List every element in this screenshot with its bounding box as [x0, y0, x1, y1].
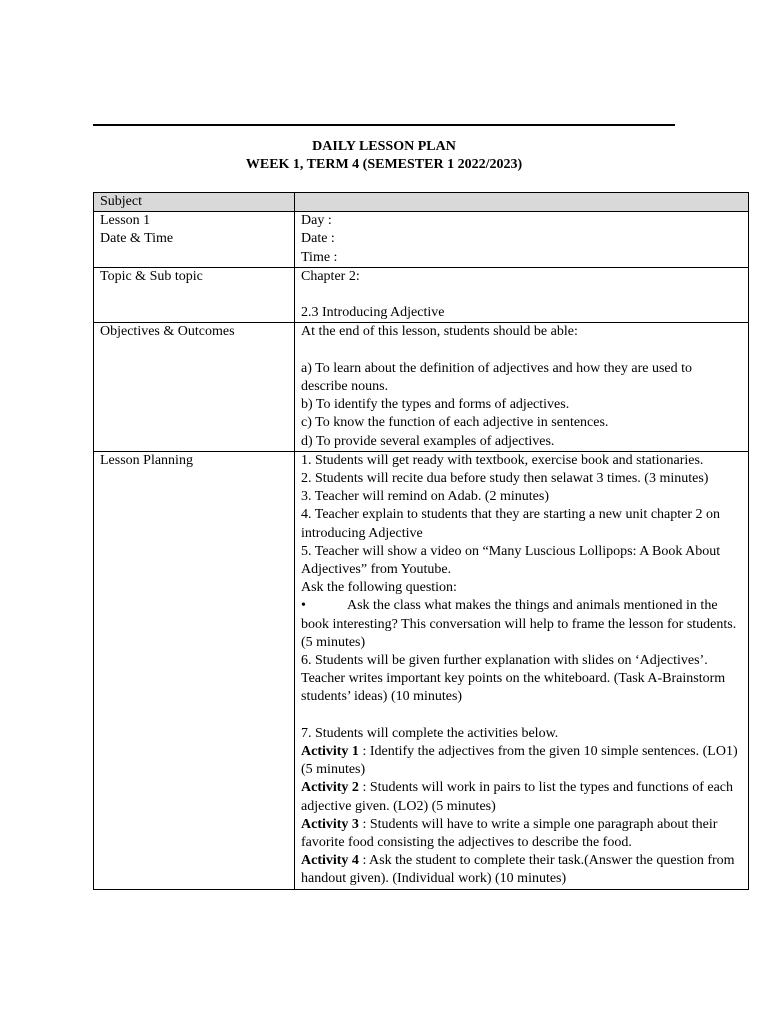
document-subtitle: WEEK 1, TERM 4 (SEMESTER 1 2022/2023)	[245, 157, 523, 172]
datetime-label: Date & Time	[100, 231, 174, 247]
spacer	[301, 342, 742, 360]
objective-item: c) To know the function of each adjective in sentences.	[301, 415, 609, 431]
planning-step: 4. Teacher explain to students that they are starting a new unit chapter 2 on introducing Adjective	[301, 507, 721, 541]
activity-text: : Students will have to write a simple one paragraph about their favorite food consisting the adjectives to describe the food.	[301, 816, 718, 851]
lesson-label: Lesson 1	[100, 213, 151, 229]
objectives-intro: At the end of this lesson, students should be able:	[301, 324, 578, 340]
activity-text: : Students will work in pairs to list the types and functions of each adjective given. (LO2) (5 minutes)	[301, 780, 733, 814]
planning-value-cell	[295, 451, 749, 889]
lesson-plan-table	[93, 192, 749, 890]
subject-value	[295, 193, 749, 212]
header-rule	[93, 124, 675, 126]
objective-item: a) To learn about the definition of adjectives and how they are used to describe nouns.	[301, 360, 693, 394]
objective-item: b) To identify the types and forms of adjectives.	[301, 397, 570, 413]
activity-label: Activity 3	[301, 816, 359, 832]
document-title: DAILY LESSON PLAN	[312, 139, 456, 154]
planning-step: 6. Students will be given further explanation with slides on ‘Adjectives’. Teacher writes important key points on the whiteboard. (Task A-Brainstorm students’ ideas) (10 minutes)	[301, 653, 726, 705]
topic-chapter: Chapter 2:	[301, 268, 360, 284]
activity-label: Activity 2	[301, 780, 359, 796]
lesson-value-cell	[295, 212, 749, 268]
objectives-value-cell	[295, 323, 749, 451]
planning-row	[94, 451, 749, 889]
planning-step: Ask the following question:	[301, 580, 457, 596]
activity-text: : Ask the student to complete their task.(Answer the question from handout given). (Individual work) (10 minutes)	[301, 853, 735, 887]
planning-step: 2. Students will recite dua before study then selawat 3 times. (3 minutes)	[301, 471, 709, 487]
planning-step: 7. Students will complete the activities below.	[301, 725, 559, 741]
planning-step: 5. Teacher will show a video on “Many Luscious Lollipops: A Book About Adjectives” from Youtube.	[301, 543, 721, 578]
subject-label: Subject	[94, 193, 295, 212]
planning-label: Lesson Planning	[94, 451, 295, 889]
spacer	[301, 707, 742, 725]
activity-label: Activity 1	[301, 744, 359, 760]
activity-text: : Identify the adjectives from the given 10 simple sentences. (LO1) (5 minutes)	[301, 744, 738, 778]
day-field: Day :	[301, 213, 332, 229]
date-field: Date :	[301, 231, 335, 247]
time-field: Time :	[301, 249, 338, 265]
objectives-label: Objectives & Outcomes	[94, 323, 295, 451]
bullet-icon: •	[301, 598, 306, 614]
bullet-text: Ask the class what makes the things and animals mentioned in the book interesting? This conversation will help to frame the lesson for students. (5 minutes)	[301, 598, 737, 650]
topic-subtopic: 2.3 Introducing Adjective	[301, 305, 445, 321]
subject-row	[94, 193, 749, 212]
activity-item	[301, 852, 742, 888]
spacer	[301, 286, 742, 304]
topic-value-cell	[295, 267, 749, 323]
activity-label: Activity 4	[301, 853, 359, 869]
topic-row	[94, 267, 749, 323]
activity-item	[301, 816, 742, 852]
activity-item	[301, 779, 742, 815]
objective-item: d) To provide several examples of adjectives.	[301, 433, 555, 449]
objectives-row	[94, 323, 749, 451]
lesson-label-cell	[94, 212, 295, 268]
topic-label: Topic & Sub topic	[94, 267, 295, 323]
activity-item	[301, 743, 742, 779]
planning-step: 3. Teacher will remind on Adab. (2 minutes)	[301, 489, 549, 505]
planning-step: 1. Students will get ready with textbook, exercise book and stationaries.	[301, 452, 704, 468]
lesson-row	[94, 212, 749, 268]
question-bullet	[301, 597, 742, 652]
